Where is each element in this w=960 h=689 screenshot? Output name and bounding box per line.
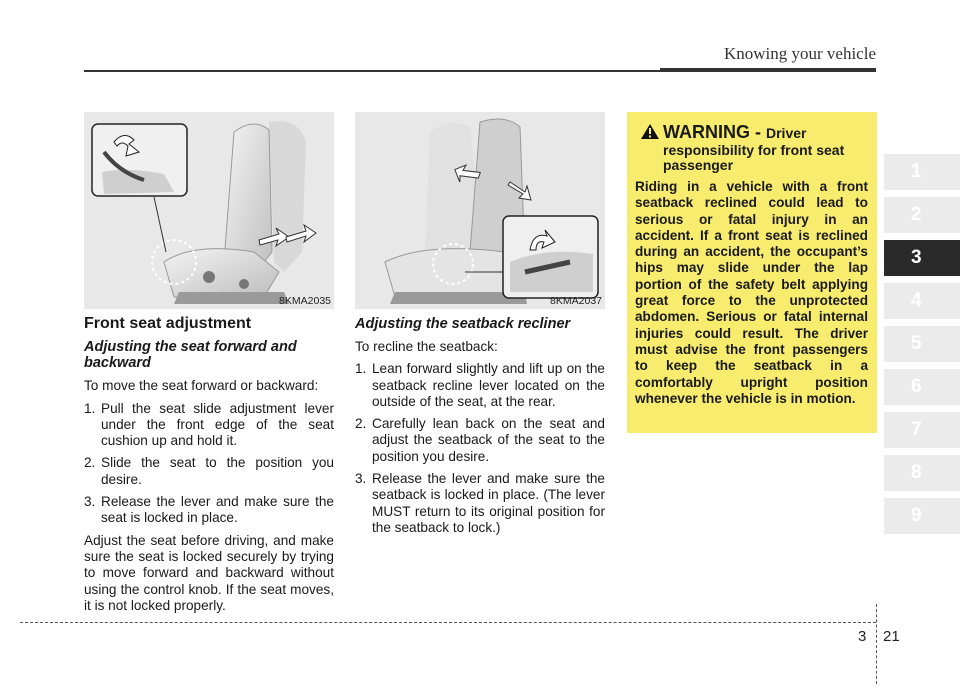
- list-item: 2. Carefully lean back on the seat and adjust the seatback of the seat to the position you desire.: [355, 416, 605, 464]
- section-heading: Front seat adjustment: [84, 315, 252, 332]
- seat-slide-figure: [84, 112, 334, 309]
- chapter-number: 3: [858, 628, 867, 645]
- subsection-heading: Adjusting the seatback recliner: [355, 316, 571, 332]
- warning-subtitle: responsibility for front seat passenger: [663, 142, 845, 173]
- left-column: [84, 316, 334, 620]
- seatback-recliner-figure: [355, 112, 605, 309]
- list-item: 1. Pull the seat slide adjustment lever under the front edge of the seat cushion up and hold it.: [84, 400, 334, 449]
- chapter-tab-3[interactable]: 3: [884, 240, 960, 276]
- footer-vertical-divider: [876, 604, 877, 684]
- chapter-tab-5[interactable]: 5: [884, 326, 960, 362]
- steps-list: [355, 361, 605, 536]
- list-item: 1. Lean forward slightly and lift up on the seatback recline lever located on the outside of the seat, at the rear.: [355, 361, 605, 409]
- header-accent-bar: [660, 68, 876, 72]
- middle-column: [355, 316, 605, 542]
- seat-slide-illustration: [84, 112, 334, 309]
- warning-box: [627, 112, 877, 433]
- warning-body: Riding in a vehicle with a front seatback reclined could lead to serious or fatal injury in an accident. If a front seat is reclined during an accident, the occupant’s hips may slide under the lap portion of the safety belt applying great force to the unprotected abdomen. Serious or fatal internal injuries could result. The driver must advise the front passengers to keep the seatback in a comfortably upright position whenever the vehicle is in motion.: [635, 179, 868, 406]
- chapter-tab-8[interactable]: 8: [884, 455, 960, 491]
- page-number: 21: [883, 628, 900, 645]
- figure-code: 8KMA2035: [279, 295, 331, 307]
- steps-list: [84, 401, 334, 527]
- chapter-tab-2[interactable]: 2: [884, 197, 960, 233]
- figure-code: 8KMA2037: [550, 295, 602, 307]
- list-item: 2. Slide the seat to the position you desire.: [84, 455, 334, 487]
- chapter-tab-1[interactable]: 1: [884, 154, 960, 190]
- chapter-tab-9[interactable]: 9: [884, 498, 960, 534]
- chapter-tab-7[interactable]: 7: [884, 412, 960, 448]
- list-item: 3. Release the lever and make sure the seat is locked in place.: [84, 494, 334, 526]
- section-title: Knowing your vehicle: [723, 44, 876, 63]
- warning-triangle-icon: [640, 123, 660, 140]
- intro-text: To move the seat forward or backward:: [84, 378, 319, 394]
- subsection-heading: Adjusting the seat forward and backward: [84, 339, 297, 372]
- seatback-recliner-illustration: [355, 112, 605, 309]
- footer-divider: [20, 622, 876, 623]
- chapter-tabs: [884, 154, 960, 541]
- list-item: 3. Release the lever and make sure the seatback is locked in place. (The lever MUST return to its original position for the seatback to lock.): [355, 471, 605, 535]
- warning-title: WARNING - Driver: [663, 122, 807, 142]
- intro-text: To recline the seatback:: [355, 339, 498, 354]
- chapter-tab-4[interactable]: 4: [884, 283, 960, 319]
- chapter-tab-6[interactable]: 6: [884, 369, 960, 405]
- note-text: Adjust the seat before driving, and make sure the seat is locked securely by trying to move forward and backward without using the control knob. If the seat moves, it is not locked properly.: [84, 532, 334, 613]
